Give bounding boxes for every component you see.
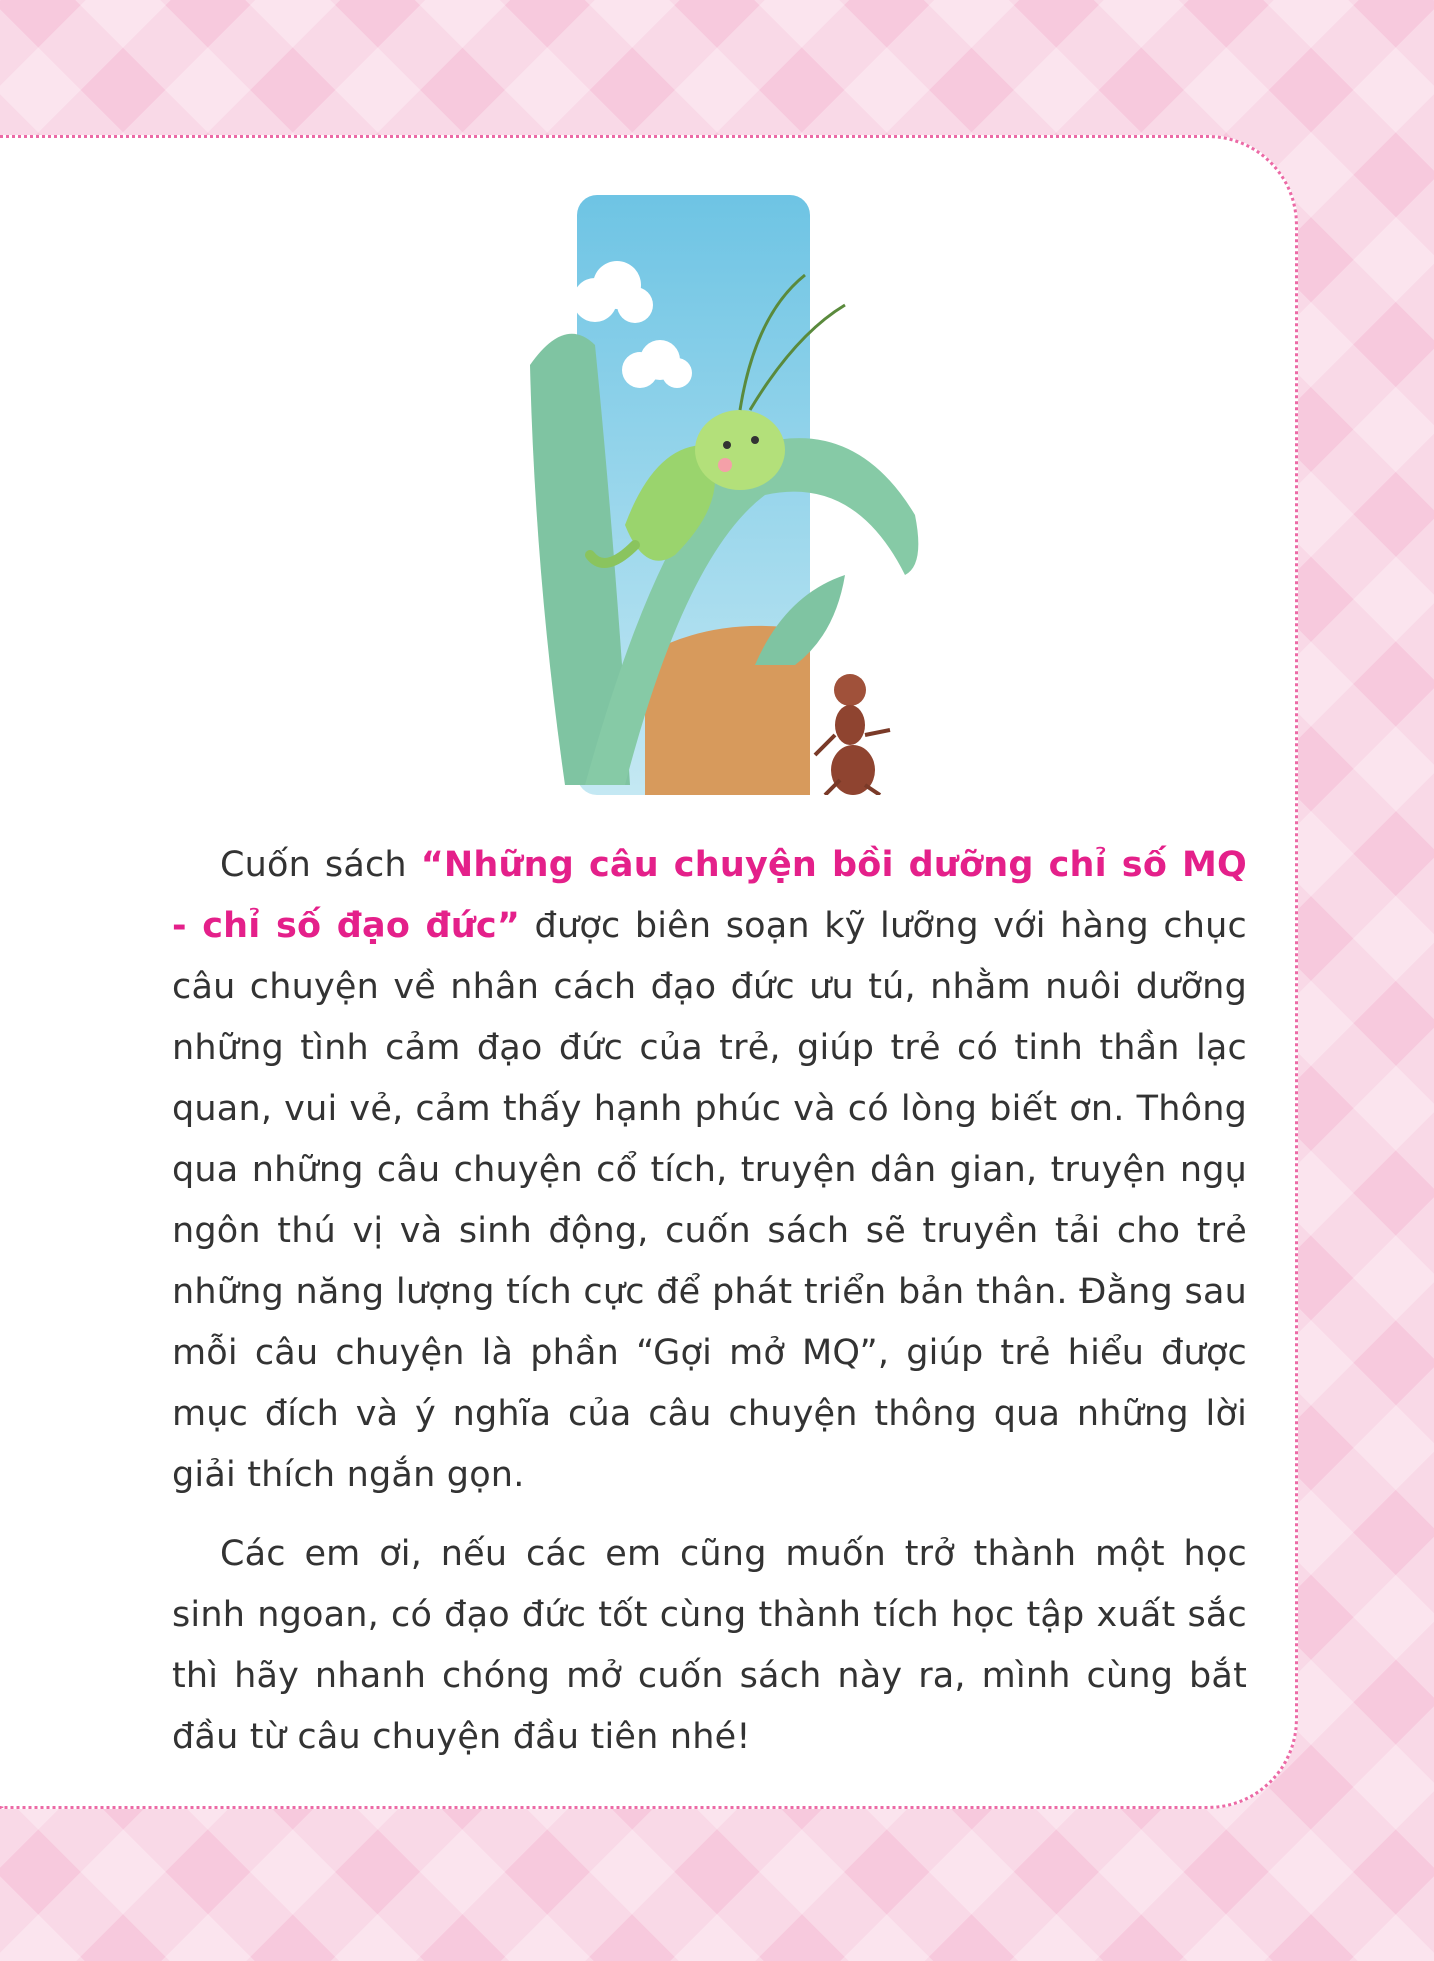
story-illustration <box>505 195 925 795</box>
intro-paragraph-1 <box>172 835 1247 1506</box>
paragraph-body: được biên soạn kỹ lưỡng với hàng chục câu chuyện về nhân cách đạo đức ưu tú, nhằm nuôi dưỡng những tình cảm đạo đức của trẻ, giúp trẻ có tinh thần lạc quan, vui vẻ, cảm thấy hạnh phúc và có lòng biết ơn. Thông qua những câu chuyện cổ tích, truyện dân gian, truyện ngụ ngôn thú vị và sinh động, cuốn sách sẽ truyền tải cho trẻ những năng lượng tích cực để phát triển bản thân. Đằng sau mỗi câu chuyện là phần “Gợi mở MQ”, giúp trẻ hiểu được mục đích và ý nghĩa của câu chuyện thông qua những lời giải thích ngắn gọn. <box>172 906 1247 1495</box>
book-title: “Những câu chuyện bồi dưỡng chỉ số MQ - chỉ số đạo đức” <box>172 845 1248 946</box>
paragraph-lead: Cuốn sách <box>220 845 421 885</box>
intro-text <box>172 835 1247 1786</box>
ant-icon <box>815 674 890 795</box>
intro-paragraph-2: Các em ơi, nếu các em cũng muốn trở thành một học sinh ngoan, có đạo đức tốt cùng thành tích học tập xuất sắc thì hãy nhanh chóng mở cuốn sách này ra, mình cùng bắt đầu từ câu chuyện đầu tiên nhé! <box>172 1534 1247 1757</box>
